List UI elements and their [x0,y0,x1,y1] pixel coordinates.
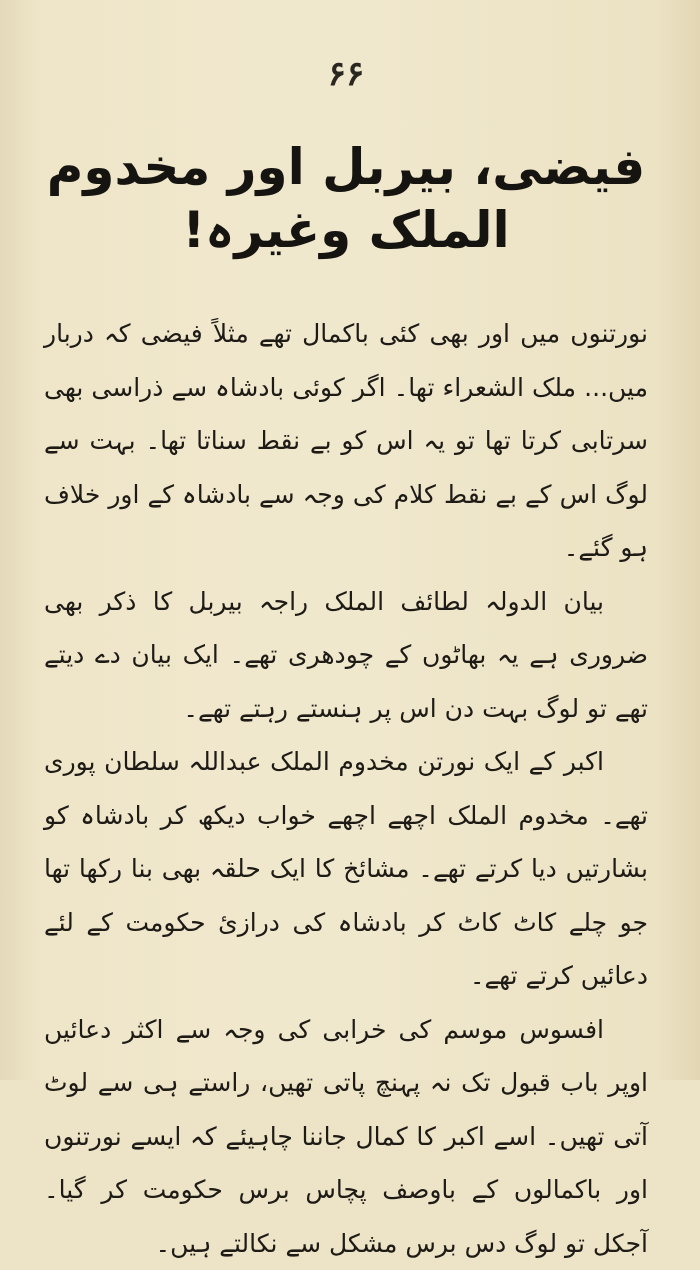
page-number: ۶۶ [44,54,648,94]
body-text [44,307,648,1270]
paragraph: اکبر کے ایک نورتن مخدوم الملک عبداللہ سلطان پوری تھے۔ مخدوم الملک اچھے اچھے خواب دیکھ کر بادشاہ کو بشارتیں دیا کرتے تھے۔ مشائخ کا ایک حلقہ بھی بنا رکھا تھا جو چلے کاٹ کاٹ کر بادشاہ کی درازیٔ حکومت کے لئے دعائیں کرتے تھے۔ [44,735,648,1003]
paragraph: افسوس موسم کی خرابی کی وجہ سے اکثر دعائیں اوپر باب قبول تک نہ پہنچ پاتی تھیں، راستے ہی سے لوٹ آتی تھیں۔ اسے اکبر کا کمال جاننا چاہیئے کہ ایسے نورتنوں اور باکمالوں کے باوصف پچاس برس حکومت کر گیا۔ آجکل تو لوگ دس برس مشکل سے نکالتے ہیں۔ [44,1003,648,1270]
chapter-title: فیضی، بیربل اور مخدوم الملک وغیرہ! [44,136,648,261]
paragraph: بیان الدولہ لطائف الملک راجہ بیربل کا ذکر بھی ضروری ہے یہ بھاٹوں کے چودھری تھے۔ ایک بیان دے دیتے تھے تو لوگ بہت دن اس پر ہنستے رہتے تھے۔ [44,575,648,736]
paragraph: نورتنوں میں اور بھی کئی باکمال تھے مثلاً فیضی کہ دربار میں... ملک الشعراء تھا۔ اگر کوئی بادشاہ سے ذراسی بھی سرتابی کرتا تھا تو یہ اس کو بے نقط سناتا تھا۔ بہت سے لوگ اس کے بے نقط کلام کی وجہ سے بادشاہ کے اور خلاف ہو گئے۔ [44,307,648,575]
